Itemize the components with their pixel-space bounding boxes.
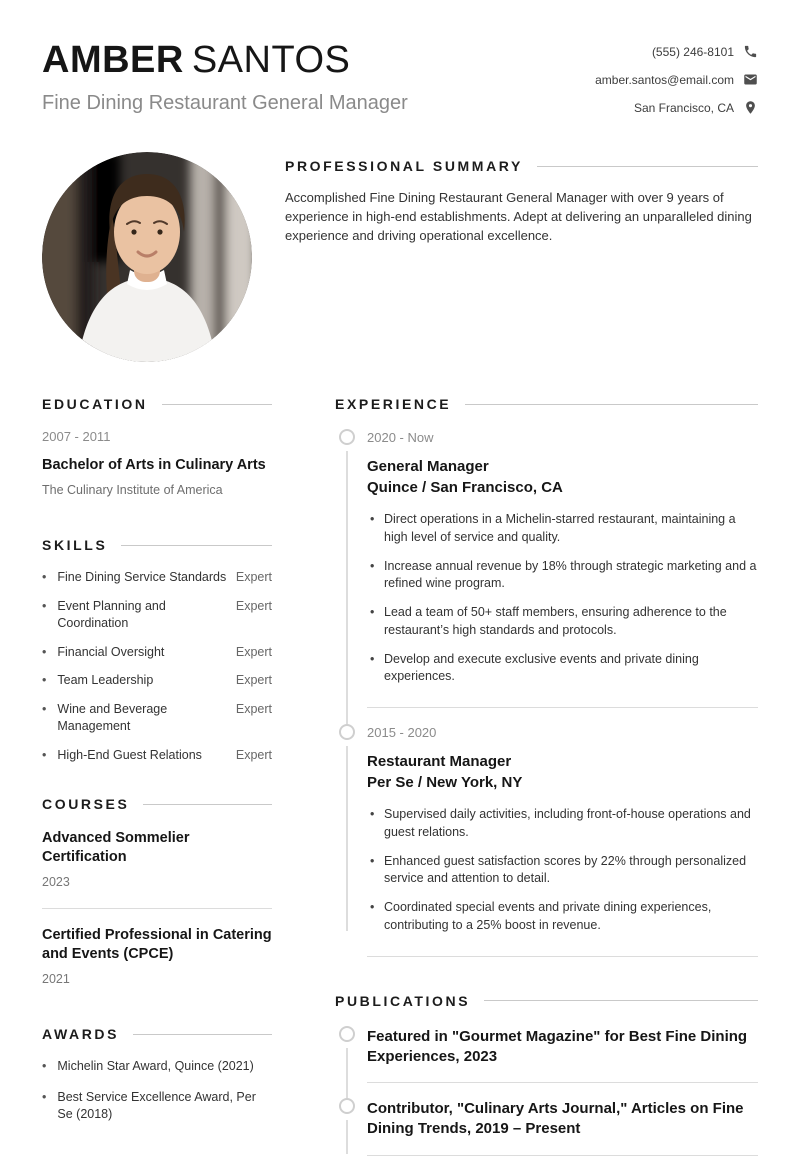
bullet-icon: • bbox=[42, 673, 47, 688]
heading-rule bbox=[143, 804, 272, 805]
experience-company: Per Se / New York, NY bbox=[367, 774, 523, 791]
summary-heading-label: PROFESSIONAL SUMMARY bbox=[285, 158, 523, 174]
timeline-line bbox=[346, 451, 348, 724]
publication-title: Contributor, "Culinary Arts Journal," Articles on Fine Dining Trends, 2019 – Present bbox=[367, 1100, 744, 1138]
heading-rule bbox=[465, 404, 758, 405]
award-item bbox=[42, 1089, 272, 1124]
summary-section bbox=[285, 152, 758, 362]
skill-item bbox=[42, 644, 272, 662]
bullet-item: • Develop and execute exclusive events and private dining experiences. bbox=[367, 651, 758, 687]
contact-phone bbox=[652, 44, 758, 59]
bullet-icon: • bbox=[42, 570, 47, 585]
course-year: 2021 bbox=[42, 972, 70, 987]
first-name: AMBER bbox=[42, 39, 184, 81]
awards-heading bbox=[42, 1026, 272, 1042]
bullet-icon: • bbox=[42, 598, 47, 613]
skill-item bbox=[42, 701, 272, 736]
skills-list bbox=[42, 569, 272, 764]
bullet-icon: • bbox=[42, 701, 47, 716]
education-dates: 2007 - 2011 bbox=[42, 429, 111, 444]
bullet-icon: • bbox=[42, 1089, 47, 1104]
heading-rule bbox=[133, 1034, 272, 1035]
experience-heading-label: EXPERIENCE bbox=[335, 396, 452, 412]
skill-name: High-End Guest Relations bbox=[57, 747, 202, 762]
publication-entry bbox=[335, 1026, 758, 1099]
bullet-icon: • bbox=[42, 644, 47, 659]
skills-heading-label: SKILLS bbox=[42, 537, 108, 554]
phone-icon bbox=[743, 44, 758, 59]
publication-entry bbox=[335, 1098, 758, 1156]
bullet-item: • Enhanced guest satisfaction scores by 22% through personalized service and attention to detail. bbox=[367, 853, 758, 889]
contact-list bbox=[595, 40, 758, 115]
bullet-item: • Direct operations in a Michelin-starred restaurant, maintaining a high level of service and quality. bbox=[367, 511, 758, 547]
right-column bbox=[335, 396, 758, 1156]
identity-block bbox=[42, 40, 408, 115]
course-item bbox=[42, 926, 272, 986]
skill-name: Team Leadership bbox=[57, 673, 154, 688]
divider bbox=[367, 1155, 758, 1156]
experience-dates: 2015 - 2020 bbox=[367, 725, 437, 740]
timeline-circle bbox=[339, 429, 355, 445]
summary-text: Accomplished Fine Dining Restaurant General Manager with over 9 years of experience in high-end establishments. Adept at delivering an unparalleled dining experience and driving operational excellence. bbox=[285, 190, 752, 244]
skill-level: Expert bbox=[235, 747, 272, 762]
last-name: SANTOS bbox=[191, 39, 351, 81]
skill-name: Financial Oversight bbox=[57, 644, 165, 659]
experience-heading bbox=[335, 396, 758, 412]
course-title: Certified Professional in Catering and Events (CPCE) bbox=[42, 927, 272, 962]
bullet-icon: • bbox=[42, 747, 47, 762]
divider bbox=[42, 908, 272, 909]
experience-dates: 2020 - Now bbox=[367, 430, 434, 445]
experience-title: Restaurant Manager bbox=[367, 753, 512, 770]
courses-heading bbox=[42, 796, 272, 812]
education-school: The Culinary Institute of America bbox=[42, 483, 223, 498]
awards-list bbox=[42, 1058, 272, 1124]
award-item bbox=[42, 1058, 272, 1076]
bullet-item: • Lead a team of 50+ staff members, ensuring adherence to the restaurant’s high standards and protocols. bbox=[367, 604, 758, 640]
publications-heading-label: PUBLICATIONS bbox=[335, 992, 471, 1009]
profile-photo-illustration bbox=[42, 152, 252, 362]
contact-phone-text: (555) 246-8101 bbox=[651, 44, 734, 59]
experience-bullets bbox=[367, 511, 758, 686]
bullet-item: • Coordinated special events and private dining experiences, contributing to a 25% boost in revenue. bbox=[367, 899, 758, 935]
timeline-circle bbox=[339, 1098, 355, 1114]
course-title: Advanced Sommelier Certification bbox=[42, 830, 190, 865]
courses-heading-label: COURSES bbox=[42, 796, 130, 813]
skill-level: Expert bbox=[235, 570, 272, 585]
timeline-circle bbox=[339, 724, 355, 740]
skill-item bbox=[42, 747, 272, 765]
skill-level: Expert bbox=[235, 644, 272, 659]
skill-name: Fine Dining Service Standards bbox=[57, 570, 227, 585]
heading-rule bbox=[484, 1000, 758, 1001]
education-degree: Bachelor of Arts in Culinary Arts bbox=[42, 457, 266, 473]
divider bbox=[367, 956, 758, 957]
contact-email-text: amber.santos@email.com bbox=[595, 72, 734, 87]
heading-rule bbox=[121, 545, 272, 546]
award-text: Best Service Excellence Award, Per Se (2018) bbox=[57, 1089, 256, 1122]
heading-rule bbox=[162, 404, 272, 405]
contact-location-text: San Francisco, CA bbox=[633, 100, 734, 115]
awards-heading-label: AWARDS bbox=[42, 1026, 120, 1043]
skill-level: Expert bbox=[235, 673, 272, 688]
publication-title: Featured in "Gourmet Magazine" for Best Fine Dining Experiences, 2023 bbox=[367, 1027, 748, 1065]
intro-row bbox=[42, 152, 758, 362]
summary-heading bbox=[285, 158, 758, 174]
education-heading-label: EDUCATION bbox=[42, 396, 148, 412]
experience-company: Quince / San Francisco, CA bbox=[367, 479, 563, 496]
timeline-circle bbox=[339, 1026, 355, 1042]
course-year: 2023 bbox=[42, 875, 70, 890]
course-item bbox=[42, 829, 272, 889]
skill-name: Event Planning and Coordination bbox=[57, 598, 166, 631]
profile-photo bbox=[42, 152, 252, 362]
education-heading bbox=[42, 396, 272, 412]
bullet-item: • Supervised daily activities, including front-of-house operations and guest relations. bbox=[367, 806, 758, 842]
skill-item bbox=[42, 569, 272, 587]
publications-heading bbox=[335, 993, 758, 1009]
header bbox=[42, 40, 758, 115]
skill-item bbox=[42, 672, 272, 690]
skill-level: Expert bbox=[235, 701, 272, 716]
bullet-item: • Increase annual revenue by 18% through strategic marketing and a refined wine program. bbox=[367, 558, 758, 594]
timeline-line bbox=[346, 746, 348, 931]
main-columns bbox=[42, 396, 758, 1156]
experience-entry bbox=[335, 724, 758, 957]
skill-item bbox=[42, 598, 272, 633]
bullet-icon: • bbox=[42, 1059, 47, 1074]
skill-level: Expert bbox=[235, 598, 272, 613]
skill-name: Wine and Beverage Management bbox=[57, 701, 168, 734]
contact-email bbox=[595, 72, 758, 87]
skills-heading bbox=[42, 537, 272, 553]
email-icon bbox=[743, 72, 758, 87]
timeline-line bbox=[346, 1120, 348, 1154]
person-name bbox=[42, 40, 408, 82]
left-column bbox=[42, 396, 272, 1156]
job-title: Fine Dining Restaurant General Manager bbox=[42, 91, 408, 114]
timeline-line bbox=[346, 1048, 348, 1099]
experience-entry bbox=[335, 429, 758, 724]
experience-title: General Manager bbox=[367, 458, 489, 475]
location-icon bbox=[743, 100, 758, 115]
contact-location bbox=[634, 100, 758, 115]
heading-rule bbox=[537, 166, 758, 167]
award-text: Michelin Star Award, Quince (2021) bbox=[57, 1059, 254, 1074]
experience-bullets bbox=[367, 806, 758, 935]
